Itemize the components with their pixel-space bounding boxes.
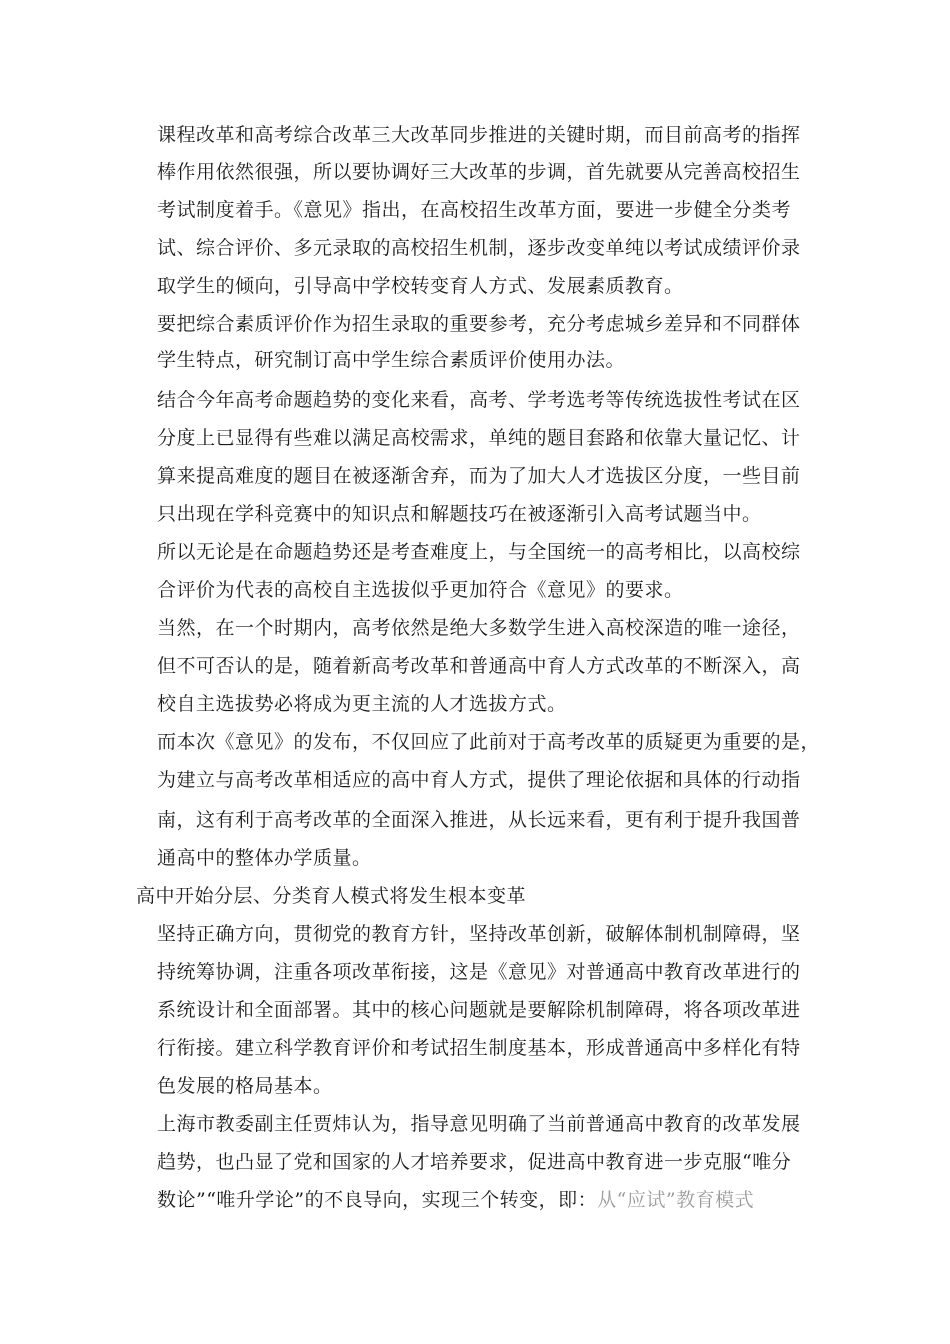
text-line: 但不可否认的是，随着新高考改革和普通高中育人方式改革的不断深入，高 — [157, 655, 801, 677]
text-line: 只出现在学科竞赛中的知识点和解题技巧在被逐渐引入高考试题当中。 — [157, 503, 762, 525]
text-line: 持统筹协调，注重各项改革衔接，这是《意见》对普通高中教育改革进行的 — [157, 961, 801, 983]
text-line: 上海市教委副主任贾炜认为，指导意见明确了当前普通高中教育的改革发展 — [157, 1113, 801, 1135]
text-line: 考试制度着手。《意见》指出，在高校招生改革方面，要进一步健全分类考 — [157, 199, 792, 221]
text-line: 所以无论是在命题趋势还是考查难度上，与全国统一的高考相比，以高校综 — [157, 541, 801, 563]
text-line: 而本次《意见》的发布，不仅回应了此前对于高考改革的质疑更为重要的是， — [157, 731, 821, 753]
text-line: 行衔接。建立科学教育评价和考试招生制度基本，形成普通高中多样化有特 — [157, 1037, 801, 1059]
text-line: 算来提高难度的题目在被逐渐舍弃，而为了加大人才选拔区分度，一些目前 — [157, 465, 801, 487]
faded-text-segment: 从“应试”教育模式 — [597, 1189, 755, 1211]
text-line: 结合今年高考命题趋势的变化来看，高考、学考选考等传统选拔性考试在区 — [157, 389, 801, 411]
text-line: 学生特点，研究制订高中学生综合素质评价使用办法。 — [157, 349, 626, 371]
text-line: 为建立与高考改革相适应的高中育人方式，提供了理论依据和具体的行动指 — [157, 769, 801, 791]
text-line: 试、综合评价、多元录取的高校招生机制，逐步改变单纯以考试成绩评价录 — [157, 237, 801, 259]
text-line: 要把综合素质评价作为招生录取的重要参考，充分考虑城乡差异和不同群体 — [157, 313, 801, 335]
text-line: 通高中的整体办学质量。 — [157, 847, 372, 869]
text-line: 棒作用依然很强，所以要协调好三大改革的步调，首先就要从完善高校招生 — [157, 161, 801, 183]
text-line: 取学生的倾向，引导高中学校转变育人方式、发展素质教育。 — [157, 275, 684, 297]
text-line: 趋势，也凸显了党和国家的人才培养要求，促进高中教育进一步克服“唯分 — [157, 1151, 792, 1173]
text-line: 坚持正确方向，贯彻党的教育方针，坚持改革创新，破解体制机制障碍，坚 — [157, 923, 801, 945]
text-line: 系统设计和全面部署。其中的核心问题就是要解除机制障碍，将各项改革进 — [157, 999, 801, 1021]
text-line: 合评价为代表的高校自主选拔似乎更加符合《意见》的要求。 — [157, 579, 684, 601]
text-line: 当然，在一个时期内，高考依然是绝大多数学生进入高校深造的唯一途径， — [157, 617, 801, 639]
text-line: 校自主选拔势必将成为更主流的人才选拔方式。 — [157, 693, 567, 715]
text-line-last — [157, 1186, 797, 1214]
text-line: 课程改革和高考综合改革三大改革同步推进的关键时期，而目前高考的指挥 — [157, 124, 801, 146]
text-segment: 数论”“唯升学论”的不良导向，实现三个转变，即： — [157, 1189, 598, 1211]
text-line: 分度上已显得有些难以满足高校需求，单纯的题目套路和依靠大量记忆、计 — [157, 427, 801, 449]
text-line: 南，这有利于高考改革的全面深入推进，从长远来看，更有利于提升我国普 — [157, 809, 801, 831]
text-line: 色发展的格局基本。 — [157, 1075, 333, 1097]
section-heading: 高中开始分层、分类育人模式将发生根本变革 — [136, 885, 527, 907]
